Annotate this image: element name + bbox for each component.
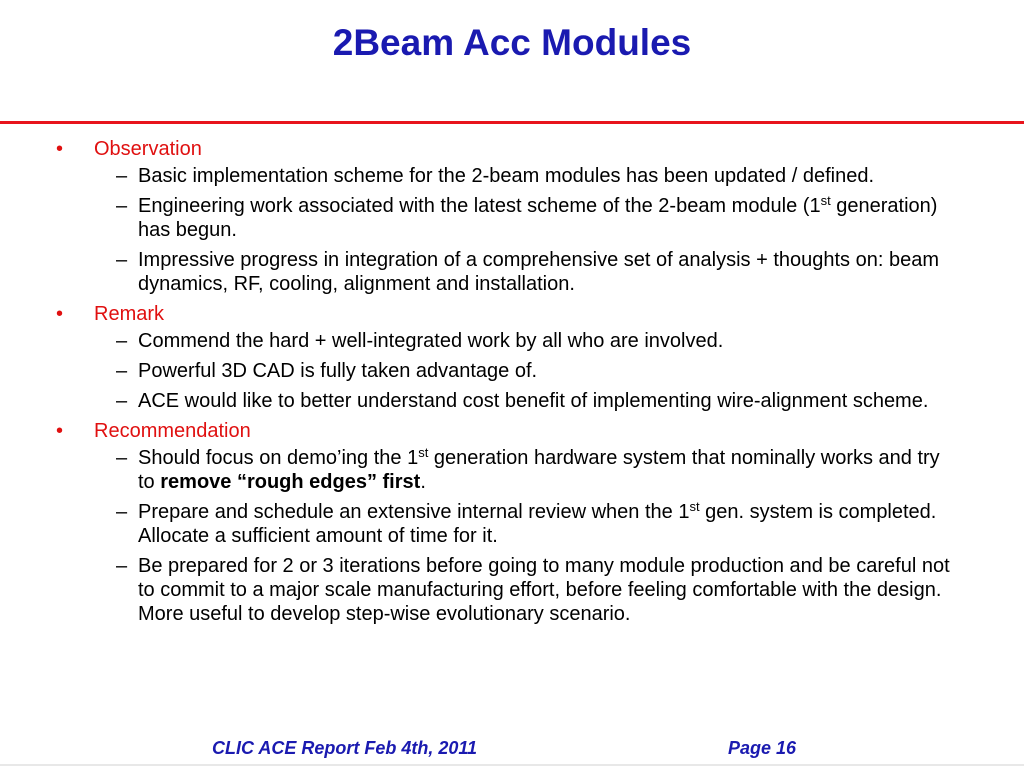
footer-page-number: Page 16 <box>728 738 797 758</box>
item-text: Commend the hard + well-integrated work by all who are involved. <box>138 330 724 352</box>
dash-marker: – <box>116 447 128 469</box>
item-text: generation hardware system that nominally works and try to <box>138 447 940 493</box>
dash-marker: – <box>116 249 128 271</box>
dash-marker: – <box>116 360 128 382</box>
section-heading-label: Remark <box>94 303 165 325</box>
list-item <box>56 500 956 548</box>
item-text: Prepare and schedule an extensive internal review when the 1 <box>138 501 690 523</box>
dash-marker: – <box>116 165 128 187</box>
superscript: st <box>820 193 831 208</box>
superscript: st <box>418 445 429 460</box>
list-item <box>56 359 956 383</box>
item-text: gen. system is completed. Allocate a sufficient amount of time for it. <box>138 501 937 547</box>
bullet-marker: • <box>56 303 64 325</box>
list-item <box>56 446 956 494</box>
dash-marker: – <box>116 390 128 412</box>
item-text: Engineering work associated with the latest scheme of the 2-beam module (1 <box>138 195 821 217</box>
section-heading-remark <box>56 302 956 326</box>
item-text: generation) has begun. <box>138 195 938 241</box>
list-item <box>56 554 956 626</box>
footer-divider <box>0 764 1024 766</box>
superscript: st <box>689 499 700 514</box>
section-heading-label: Observation <box>94 138 202 160</box>
title-divider <box>0 121 1024 124</box>
item-text: Basic implementation scheme for the 2-beam modules has been updated / defined. <box>138 165 874 187</box>
list-item <box>56 164 956 188</box>
slide-body <box>56 137 956 632</box>
item-text: Be prepared for 2 or 3 iterations before going to many module production and be careful not to commit to a major scale manufacturing effort, before feeling comfortable with the design. More useful to develop step-wise evolutionary scenario. <box>138 555 950 625</box>
list-item <box>56 194 956 242</box>
list-item <box>56 248 956 296</box>
bullet-marker: • <box>56 420 64 442</box>
section-heading-observation <box>56 137 956 161</box>
dash-marker: – <box>116 195 128 217</box>
item-text: ACE would like to better understand cost benefit of implementing wire-alignment scheme. <box>138 390 929 412</box>
item-text: Powerful 3D CAD is fully taken advantage of. <box>138 360 538 382</box>
dash-marker: – <box>116 555 128 577</box>
item-text: Should focus on demo’ing the 1 <box>138 447 419 469</box>
slide-title: 2Beam Acc Modules <box>332 22 692 63</box>
item-text: . <box>420 471 426 493</box>
footer-report-label: CLIC ACE Report Feb 4th, 2011 <box>212 738 478 758</box>
section-heading-recommendation <box>56 419 956 443</box>
emphasis-text: remove “rough edges” first <box>160 471 421 493</box>
dash-marker: – <box>116 501 128 523</box>
dash-marker: – <box>116 330 128 352</box>
list-item <box>56 329 956 353</box>
list-item <box>56 389 956 413</box>
bullet-marker: • <box>56 138 64 160</box>
section-heading-label: Recommendation <box>94 420 251 442</box>
item-text: Impressive progress in integration of a comprehensive set of analysis + thoughts on: beam dynamics, RF, cooling, alignment and installation. <box>138 249 939 295</box>
